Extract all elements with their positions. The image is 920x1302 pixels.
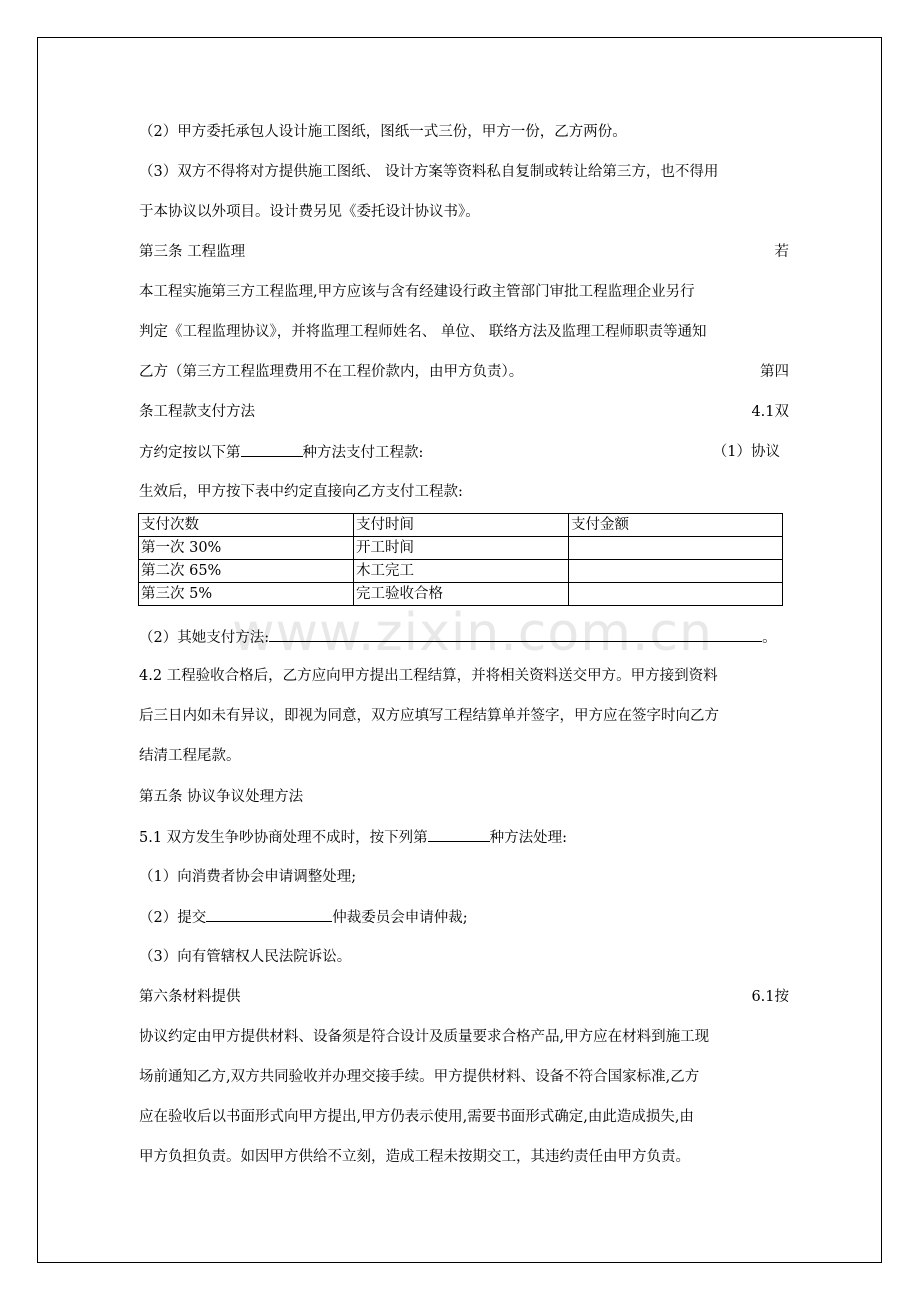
line-tail: 6.1按 bbox=[751, 989, 789, 1005]
paragraph-line bbox=[139, 827, 789, 848]
section-5-heading: 第五条 协议争议处理方法 bbox=[139, 789, 304, 805]
paragraph-line: 场前通知乙方,双方共同验收并办理交接手续。甲方提供材料、设备不符合国家标准,乙方 bbox=[139, 1069, 700, 1085]
heading-text: 第六条材料提供 bbox=[139, 989, 241, 1005]
table-cell: 木工完工 bbox=[354, 560, 569, 583]
paragraph-line: 结清工程尾款。 bbox=[139, 748, 241, 764]
section-6-heading bbox=[139, 987, 789, 1007]
paragraph-line: （3）向有管辖权人民法院诉讼。 bbox=[139, 949, 352, 965]
line-text-b: 。 bbox=[762, 630, 777, 646]
table-header-cell: 支付时间 bbox=[354, 514, 569, 537]
table-cell: 第三次 5% bbox=[139, 583, 354, 606]
watermark: www.zixin.com.cn bbox=[232, 603, 713, 663]
paragraph-line: 生效后，甲方按下表中约定直接向乙方支付工程款: bbox=[139, 484, 463, 500]
line-text bbox=[139, 442, 423, 463]
table-cell[interactable] bbox=[569, 583, 783, 606]
heading-text: 第三条 工程监理 bbox=[139, 244, 246, 260]
table-row bbox=[139, 583, 783, 606]
line-text-a: （2）提交 bbox=[139, 910, 207, 926]
paragraph-line: 甲方负担负责。如因甲方供给不立刻，造成工程未按期交工，其违约责任由甲方负责。 bbox=[139, 1149, 690, 1165]
table-header-cell: 支付金额 bbox=[569, 514, 783, 537]
line-text-b: 仲裁委员会申请仲裁; bbox=[332, 910, 468, 926]
paragraph-line: （2）甲方委托承包人设计施工图纸，图纸一式三份，甲方一份，乙方两份。 bbox=[139, 124, 627, 140]
line-text-a: （2）其她支付方法: bbox=[139, 630, 270, 646]
fill-blank[interactable] bbox=[428, 827, 490, 842]
paragraph-line: 4.2 工程验收合格后，乙方应向甲方提出工程结算，并将相关资料送交甲方。甲方接到资料 bbox=[139, 668, 718, 684]
table-row bbox=[139, 560, 783, 583]
line-text-b: 种方法处理: bbox=[489, 830, 568, 846]
line-text-b: 种方法支付工程款: bbox=[302, 445, 424, 461]
line-tail: 若 bbox=[774, 244, 789, 260]
paragraph-line: 应在验收后以书面形式向甲方提出,甲方仍表示使用,需要书面形式确定,由此造成损失,由 bbox=[139, 1109, 694, 1125]
table-header-row bbox=[139, 514, 783, 537]
fill-blank[interactable] bbox=[269, 627, 762, 642]
table-cell[interactable] bbox=[569, 560, 783, 583]
table-row bbox=[139, 537, 783, 560]
fill-blank[interactable] bbox=[206, 907, 332, 922]
line-tail: 4.1双 bbox=[751, 404, 789, 420]
table-cell: 完工验收合格 bbox=[354, 583, 569, 606]
paragraph-line bbox=[139, 907, 789, 928]
table-cell: 第一次 30% bbox=[139, 537, 354, 560]
paragraph-line: （3）双方不得将对方提供施工图纸、 设计方案等资料私自复制或转让给第三方，也不得用 bbox=[139, 164, 719, 180]
table-cell: 第二次 65% bbox=[139, 560, 354, 583]
paragraph-line: 于本协议以外项目。设计费另见《委托设计协议书》。 bbox=[139, 204, 480, 220]
paragraph-line: （1）向消费者协会申请调整处理; bbox=[139, 869, 357, 885]
paragraph-line: 协议约定由甲方提供材料、设备须是符合设计及质量要求合格产品,甲方应在材料到施工现 bbox=[139, 1029, 710, 1045]
table-cell[interactable] bbox=[569, 537, 783, 560]
payment-table bbox=[138, 513, 783, 606]
line-text-a: 方约定按以下第 bbox=[139, 445, 241, 461]
paragraph-line: 后三日内如未有异议，即视为同意，双方应填写工程结算单并签字，甲方应在签字时向乙方 bbox=[139, 708, 719, 724]
fill-blank[interactable] bbox=[241, 442, 303, 457]
line-tail: 第四 bbox=[760, 364, 789, 380]
paragraph-line: 判定《工程监理协议》，并将监理工程师姓名、 单位、 联络方法及监理工程师职责等通知 bbox=[139, 324, 707, 340]
table-header-cell: 支付次数 bbox=[139, 514, 354, 537]
line-text: 乙方（第三方工程监理费用不在工程价款内，由甲方负责）。 bbox=[139, 364, 524, 380]
heading-text: 条工程款支付方法 bbox=[139, 404, 255, 420]
line-tail: （1）协议 bbox=[712, 444, 780, 460]
section-4-heading bbox=[139, 402, 789, 422]
paragraph-line bbox=[139, 362, 789, 382]
table-cell: 开工时间 bbox=[354, 537, 569, 560]
paragraph-line: 本工程实施第三方工程监理,甲方应该与含有经建设行政主管部门审批工程监理企业另行 bbox=[139, 284, 695, 300]
section-3-heading bbox=[139, 242, 789, 262]
line-text-a: 5.1 双方发生争吵协商处理不成时，按下列第 bbox=[139, 830, 428, 846]
paragraph-line bbox=[139, 442, 780, 463]
paragraph-line bbox=[139, 627, 789, 648]
